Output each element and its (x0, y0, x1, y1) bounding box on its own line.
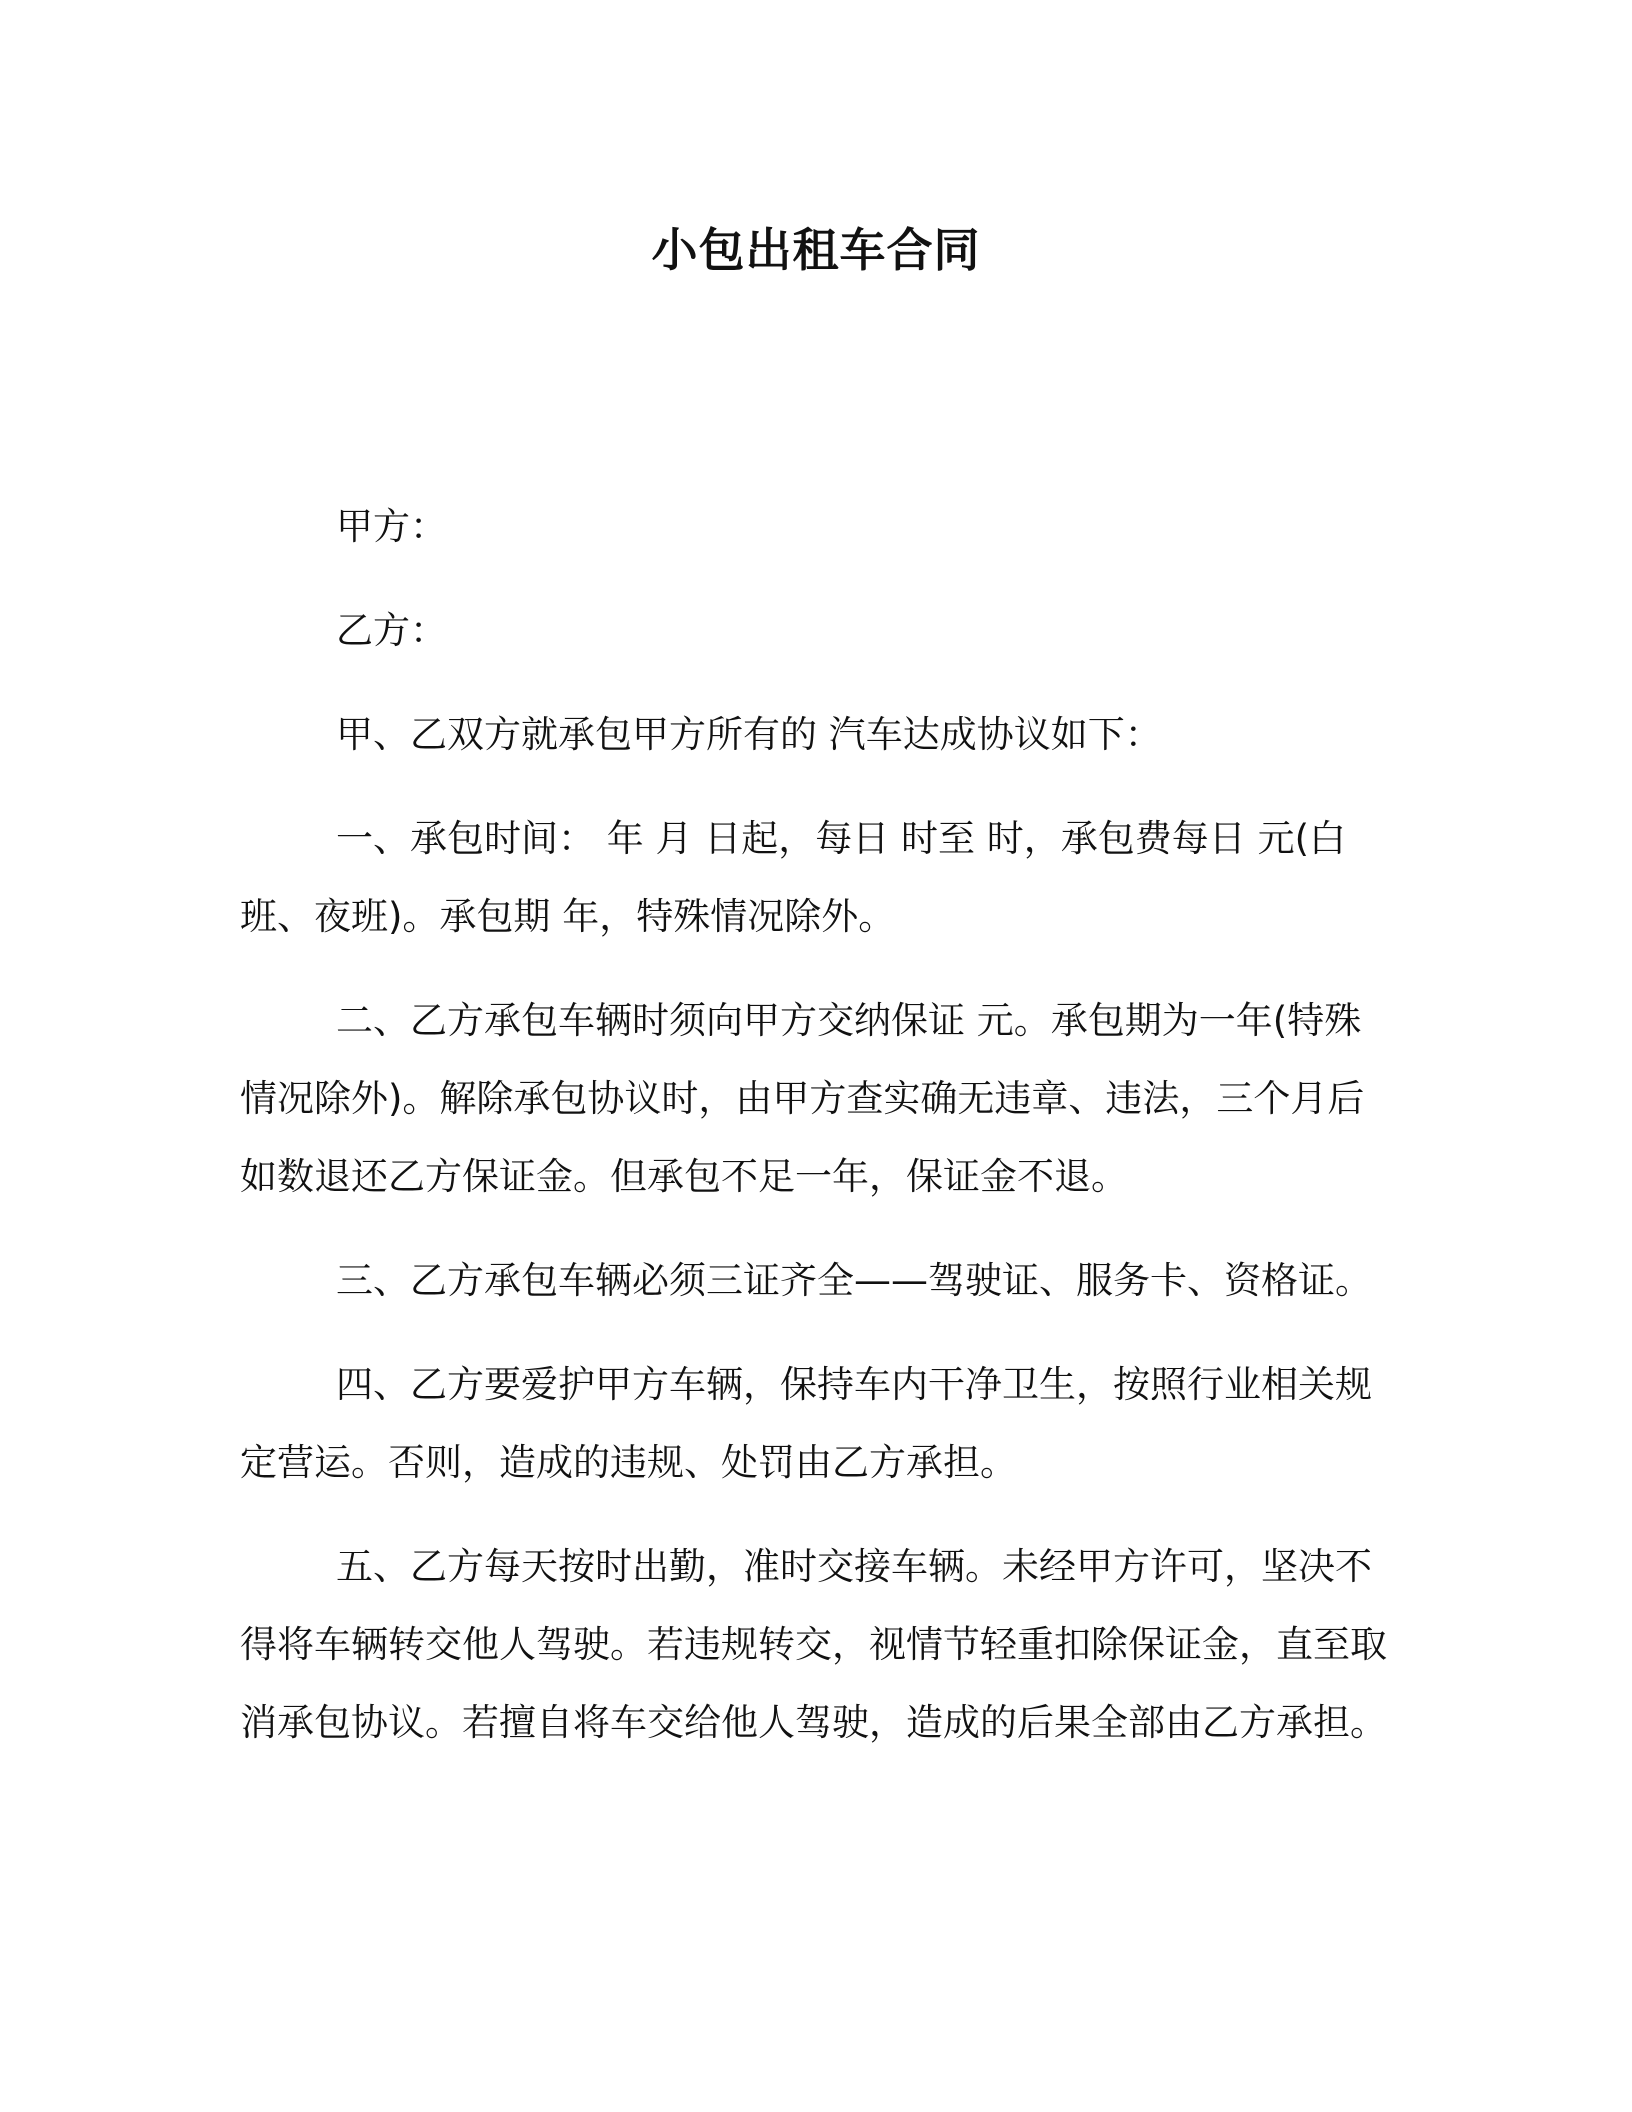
clause-1: 一、承包时间： 年 月 日起，每日 时至 时，承包费每日 元(白班、夜班)。承包期 年，特殊情况除外。 (240, 817, 1347, 938)
party-b-line: 乙方： (336, 609, 447, 652)
clause-5: 五、乙方每天按时出勤，准时交接车辆。未经甲方许可，坚决不得将车辆转交他人驾驶。若违规转交，视情节轻重扣除保证金，直至取消承包协议。若擅自将车交给他人驾驶，造成的后果全部由乙方承担。 (240, 1545, 1387, 1744)
clause-2: 二、乙方承包车辆时须向甲方交纳保证 元。承包期为一年(特殊情况除外)。解除承包协议时，由甲方查实确无违章、违法，三个月后如数退还乙方保证金。但承包不足一年，保证金不退。 (240, 999, 1365, 1198)
document-title: 小包出租车合同 (651, 223, 981, 277)
party-a-line: 甲方： (336, 505, 447, 548)
clause-4: 四、乙方要爱护甲方车辆，保持车内干净卫生，按照行业相关规定营运。否则，造成的违规、处罚由乙方承担。 (240, 1363, 1372, 1484)
intro-paragraph: 甲、乙双方就承包甲方所有的 汽车达成协议如下： (336, 713, 1162, 756)
document-body (240, 488, 1390, 1788)
clause-3: 三、乙方承包车辆必须三证齐全——驾驶证、服务卡、资格证。 (336, 1259, 1372, 1302)
